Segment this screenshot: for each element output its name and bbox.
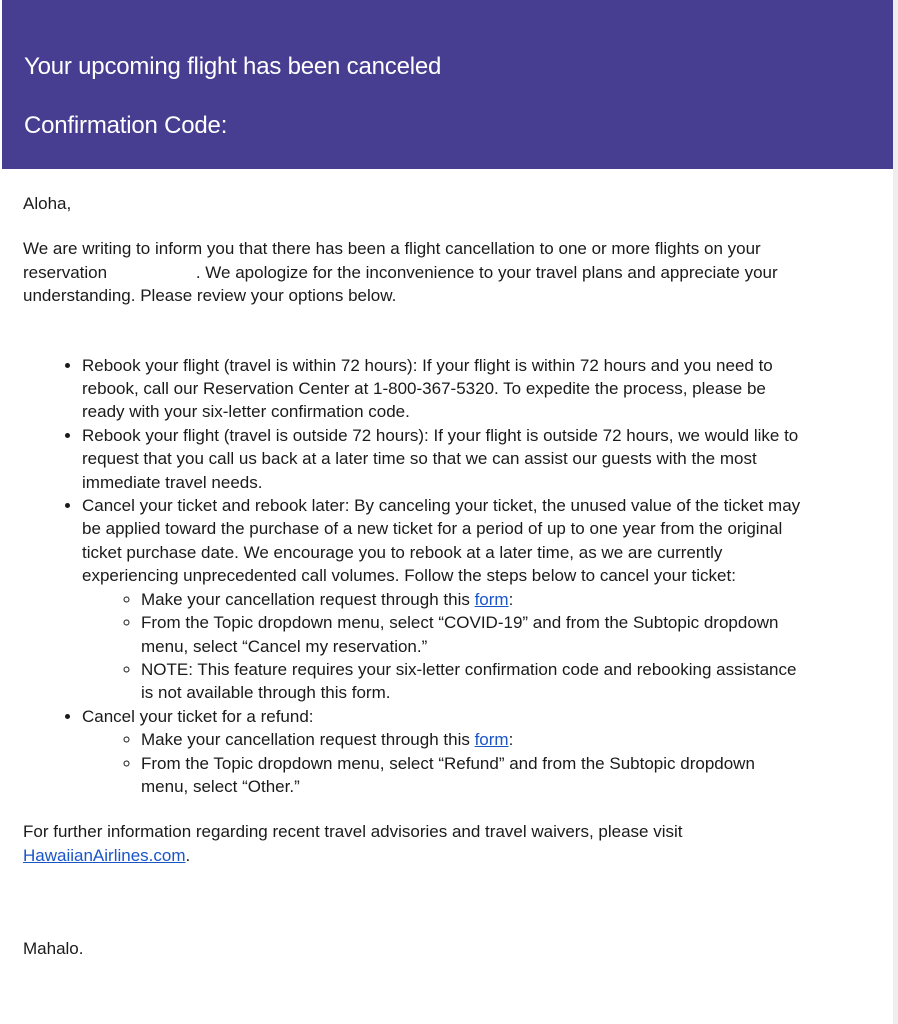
step-text: Make your cancellation request through this [141,730,475,750]
step-punct: : [508,589,514,609]
step-cancellation-request [141,728,803,751]
step-cancellation-request [141,588,803,611]
further-info-punct: . [185,845,191,865]
options-list [23,354,803,799]
step-topic-selection [141,752,803,799]
step-punct: : [508,730,514,750]
step-note [141,658,803,705]
refund-steps-list [82,728,803,798]
greeting: Aloha, [23,194,72,213]
refund-form-link[interactable]: form [474,730,509,750]
intro-paragraph [23,237,803,307]
further-info-paragraph [23,820,803,867]
step-topic-selection [141,611,803,658]
option-text: Rebook your flight (travel is outside 72 hours): If your flight is outside 72 hours, we would like to request that you call us back at a later time so that we can assist our guests with the most immediate travel needs. [82,425,799,492]
option-text: Rebook your flight (travel is within 72 hours): If your flight is within 72 hours and you need to rebook, call our Reservation Center at 1-800-367-5320. To expedite the process, please be ready with your six-letter confirmation code. [82,355,773,422]
option-text: Cancel your ticket for a refund: [82,706,314,726]
option-rebook-within-72 [82,354,803,424]
step-text: From the Topic dropdown menu, select “COVID-19” and from the Subtopic dropdown menu, select “Cancel my reservation.” [141,613,779,656]
option-rebook-outside-72 [82,424,803,494]
email-header-banner [2,0,893,169]
option-cancel-refund [82,705,803,799]
intro-text-2: . We apologize for the inconvenience to your travel plans and appreciate your understanding. Please review your options below. [23,262,778,306]
step-text: From the Topic dropdown menu, select “Refund” and from the Subtopic dropdown menu, select “Other.” [141,753,755,796]
window-edge [893,0,898,1024]
cancel-steps-list [82,588,803,705]
step-text: NOTE: This feature requires your six-letter confirmation code and rebooking assistance is not available through this form. [141,659,797,703]
option-cancel-rebook-later [82,494,803,705]
email-body [23,192,803,961]
confirmation-code-label: Confirmation Code: [24,112,228,139]
further-info-text: For further information regarding recent travel advisories and travel waivers, please visit [23,822,683,842]
step-text: Make your cancellation request through this [141,589,475,609]
hawaiian-airlines-link[interactable]: HawaiianAirlines.com [23,845,186,865]
signoff: Mahalo. [23,939,84,959]
intro-text-1: We are writing to inform you that there has been a flight cancellation to one or more flights on your reservation [23,239,761,282]
cancellation-form-link[interactable]: form [474,589,509,609]
option-text: Cancel your ticket and rebook later: By canceling your ticket, the unused value of the ticket may be applied toward the purchase of a new ticket for a period of up to one year from the original ticket purchase date. We encourage you to rebook at a later time, as we are currently experiencing unprecedented call volumes. Follow the steps below to cancel your ticket: [82,496,801,586]
email-title: Your upcoming flight has been canceled [24,53,442,80]
